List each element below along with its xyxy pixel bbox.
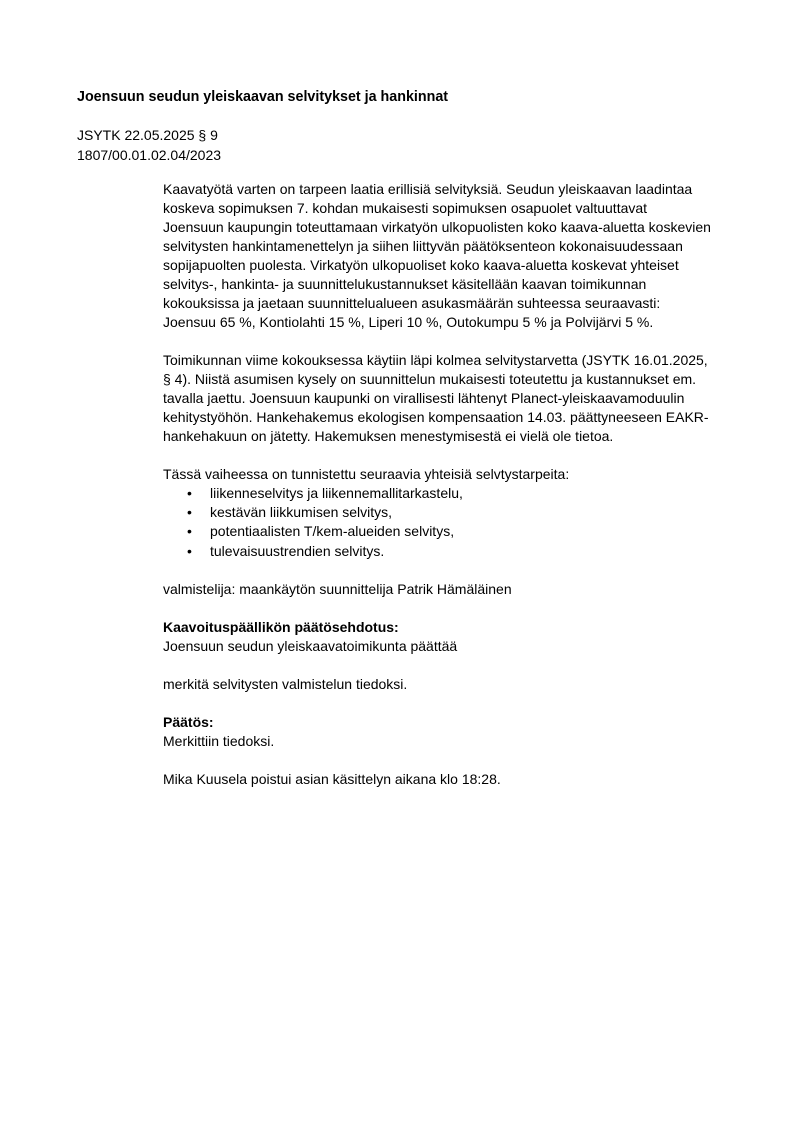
paragraph-line: Joensuu 65 %, Kontiolahti 15 %, Liperi 10 %, Outokumpu 5 % ja Polvijärvi 5 %. bbox=[163, 314, 654, 330]
list-item bbox=[163, 503, 743, 522]
bullet-icon: • bbox=[187, 504, 192, 521]
bullet-icon: • bbox=[187, 542, 192, 559]
decision-heading: Päätös: bbox=[163, 713, 214, 730]
decision-text: Merkittiin tiedoksi. bbox=[163, 732, 275, 749]
meeting-reference: JSYTK 22.05.2025 § 9 bbox=[77, 127, 218, 143]
paragraph-line: Kaavatyötä varten on tarpeen laatia erillisiä selvityksiä. Seudun yleiskaavan laadintaa bbox=[163, 181, 693, 197]
preparer-line: valmistelija: maankäytön suunnittelija Patrik Hämäläinen bbox=[163, 580, 512, 597]
paragraph-line: selvitys-, hankinta- ja suunnittelukustannukset käsitellään kaavan toimikunnan bbox=[163, 276, 647, 292]
list-item bbox=[163, 522, 743, 541]
paragraph-line: selvitysten hankintamenettelyn ja siihen liittyvän päätöksenteon kokonaisuudessaan bbox=[163, 238, 683, 254]
proposal-heading: Kaavoituspäällikön päätösehdotus: bbox=[163, 618, 399, 635]
paragraph-line: Toimikunnan viime kokouksessa käytiin läpi kolmea selvitystarvetta (JSYTK 16.01.2025, bbox=[163, 352, 708, 368]
paragraph-line: Joensuun kaupungin toteuttamaan virkatyön ulkopuolisten koko kaava-aluetta koskevien bbox=[163, 219, 711, 235]
record-number: 1807/00.01.02.04/2023 bbox=[77, 147, 222, 163]
paragraph-line: kehitystyöhön. Hankehakemus ekologisen kompensaation 14.03. päättyneeseen EAKR- bbox=[163, 409, 709, 425]
list-item-text: tulevaisuustrendien selvitys. bbox=[210, 542, 385, 559]
list-item-text: potentiaalisten T/kem-alueiden selvitys, bbox=[210, 523, 455, 540]
needs-intro: Tässä vaiheessa on tunnistettu seuraavia yhteisiä selvtystarpeita: bbox=[163, 466, 570, 482]
document-body bbox=[163, 180, 743, 808]
paragraph-line: hankehakuun on jätetty. Hakemuksen menestymisestä ei vielä ole tietoa. bbox=[163, 428, 614, 444]
paragraph-line: tavalla jaettu. Joensuun kaupunki on virallisesti lähtenyt Planect-yleiskaavamoduulin bbox=[163, 390, 685, 406]
list-item-text: liikenneselvitys ja liikennemallitarkastelu, bbox=[210, 485, 463, 501]
paragraph-line: koskeva sopimuksen 7. kohdan mukaisesti sopimuksen osapuolet valtuuttavat bbox=[163, 200, 648, 216]
document-meta bbox=[77, 125, 221, 165]
paragraph-line: sopijapuolten puolesta. Virkatyön ulkopuoliset koko kaava-aluetta koskevat yhteiset bbox=[163, 257, 679, 273]
status-paragraph bbox=[163, 351, 743, 446]
list-item-text: kestävän liikkumisen selvitys, bbox=[210, 504, 393, 521]
paragraph-line: § 4). Niistä asumisen kysely on suunnittelun mukaisesti toteutettu ja kustannukset em. bbox=[163, 371, 697, 387]
minutes-note: Mika Kuusela poistui asian käsittelyn aikana klo 18:28. bbox=[163, 770, 501, 787]
proposal-decision-line: merkitä selvitysten valmistelun tiedoksi. bbox=[163, 675, 408, 692]
document-title: Joensuun seudun yleiskaavan selvitykset ja hankinnat bbox=[77, 89, 449, 105]
paragraph-line: kokouksissa ja jaetaan suunnittelualueen asukasmäärän suhteessa seuraavasti: bbox=[163, 295, 661, 311]
list-item bbox=[163, 484, 743, 503]
bullet-icon: • bbox=[187, 485, 192, 501]
bullet-icon: • bbox=[187, 523, 192, 540]
list-item bbox=[163, 542, 743, 561]
background-paragraph bbox=[163, 180, 743, 332]
proposal-line: Joensuun seudun yleiskaavatoimikunta päättää bbox=[163, 637, 458, 654]
needs-list bbox=[163, 484, 743, 561]
